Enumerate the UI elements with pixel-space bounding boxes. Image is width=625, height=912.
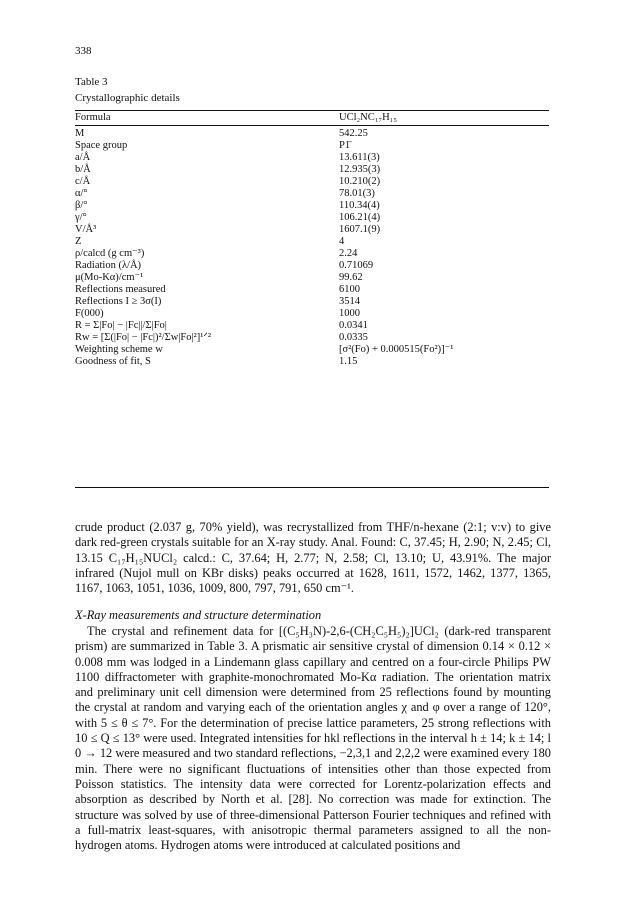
- row-parameter: Z: [75, 236, 82, 247]
- row-value: 2.24: [339, 248, 358, 259]
- row-parameter: Goodness of fit, S: [75, 356, 151, 367]
- table-row: [75, 272, 549, 284]
- row-value: 99.62: [339, 272, 363, 283]
- row-parameter: a/Å: [75, 152, 91, 163]
- table-row: [75, 200, 549, 212]
- table-row: [75, 248, 549, 260]
- row-value: 3514: [339, 296, 360, 307]
- table-row: [75, 152, 549, 164]
- table-top-rule: [75, 110, 549, 111]
- row-value: 10.210(2): [339, 176, 381, 187]
- row-value: 1607.1(9): [339, 224, 381, 235]
- row-parameter: Radiation (λ/Å): [75, 260, 142, 271]
- row-parameter: b/Å: [75, 164, 91, 175]
- table-row: [75, 140, 549, 152]
- row-value: 0.0335: [339, 332, 368, 343]
- row-parameter: β/°: [75, 200, 88, 211]
- table-row: [75, 356, 549, 368]
- row-parameter: ρ/calcd (g cm⁻³): [75, 248, 145, 259]
- row-parameter: Weighting scheme w: [75, 344, 163, 355]
- row-parameter: α/°: [75, 188, 88, 199]
- row-value: 1000: [339, 308, 360, 319]
- table-row: [75, 176, 549, 188]
- table-header-parameter: Formula: [75, 112, 111, 123]
- row-value: 6100: [339, 284, 360, 295]
- row-value: 78.01(3): [339, 188, 375, 199]
- table-body: [75, 128, 549, 368]
- table-row: [75, 128, 549, 140]
- row-value: 106.21(4): [339, 212, 381, 223]
- row-parameter: μ(Mo-Kα)/cm⁻¹: [75, 272, 144, 283]
- table-row: [75, 236, 549, 248]
- row-value: [σ²(Fo) + 0.000515(Fo²)]⁻¹: [339, 344, 454, 355]
- table-row: [75, 296, 549, 308]
- row-value: 13.611(3): [339, 152, 380, 163]
- table-row: [75, 260, 549, 272]
- row-value: 542.25: [339, 128, 368, 139]
- row-value: 4: [339, 236, 345, 247]
- table-label: Table 3: [75, 76, 108, 88]
- table-header-value: UCl₂NC₁₇H₁₅: [339, 112, 397, 123]
- row-parameter: V/Å³: [75, 224, 97, 235]
- row-parameter: Reflections measured: [75, 284, 166, 295]
- row-value: 1.15: [339, 356, 358, 367]
- table-row: [75, 320, 549, 332]
- table-row: [75, 164, 549, 176]
- row-parameter: Rw = [Σ(|Fo| − |Fc|)²/Σw|Fo|²]¹ᐟ²: [75, 332, 211, 343]
- row-parameter: R = Σ|Fo| − |Fc||/Σ|Fo|: [75, 320, 167, 331]
- section-heading: X-Ray measurements and structure determination: [75, 608, 322, 622]
- row-value: 12.935(3): [339, 164, 381, 175]
- row-parameter: F(000): [75, 308, 104, 319]
- table-row: [75, 344, 549, 356]
- body-paragraph: The crystal and refinement data for [(C₅H₃N)-2,6-(CH₂C₅H₅)₂]UCl₂ (dark-red transparent prism) are summarized in Table 3. A prismatic air sensitive crystal of dimension 0.14 × 0.12 × 0.008 mm was lodged in a Lindemann glass capillary and centred on a four-circle Philips PW 1100 diffractometer with graphite-monochromated Mo-Kα radiation. The orientation matrix and preliminary unit cell dimension were determined from 25 reflections found by mounting the crystal at random and varying each of the orientation angles χ and φ over a range of 120°, with 5 ≤ θ ≤ 7°. For the determination of precise lattice parameters, 25 strong reflections with 10 ≤ Q ≤ 13° were used. Integrated intensities for hkl reflections in the interval h ± 14; k ± 14; l 0 → 12 were measured and two standard reflections, −2,3,1 and 2,2,2 were examined every 180 min. There were no significant fluctuations of intensities other than those expected from Poisson statistics. The intensity data were corrected for Lorentz-polarization effects and absorption as described by North et al. [28]. No correction was made for extinction. The structure was solved by use of three-dimensional Patterson Fourier techniques and refined with a full-matrix least-squares, with anisotropic thermal parameters assigned to all the non-hydrogen atoms. Hydrogen atoms were introduced at calculated positions and: [75, 624, 551, 853]
- row-value: 0.0341: [339, 320, 368, 331]
- row-value: 0.71069: [339, 260, 374, 271]
- table-bottom-rule: [75, 487, 549, 488]
- row-parameter: M: [75, 128, 85, 139]
- row-parameter: γ/°: [75, 212, 87, 223]
- table-row: [75, 308, 549, 320]
- table-row: [75, 224, 549, 236]
- row-parameter: Space group: [75, 140, 128, 151]
- table-row: [75, 188, 549, 200]
- row-value: P1̄: [339, 140, 351, 151]
- table-row: [75, 284, 549, 296]
- table-row: [75, 332, 549, 344]
- table-row: [75, 212, 549, 224]
- page-number: 338: [75, 45, 92, 57]
- row-parameter: Reflections I ≥ 3σ(I): [75, 296, 162, 307]
- table-header-rule: [75, 125, 549, 126]
- row-value: 110.34(4): [339, 200, 380, 211]
- row-parameter: c/Å: [75, 176, 91, 187]
- body-paragraph: crude product (2.037 g, 70% yield), was recrystallized from THF/n-hexane (2:1; v:v) to give dark red-green crystals suitable for an X-ray study. Anal. Found: C, 37.45; H, 2.90; N, 2.45; Cl, 13.15 C₁₇H₁₅NUCl₂ calcd.: C, 37.64; H, 2.77; N, 2.58; Cl, 13.10; U, 43.91%. The major infrared (Nujol mull on KBr disks) peaks occurred at 1628, 1611, 1572, 1462, 1377, 1365, 1167, 1063, 1051, 1036, 1009, 800, 797, 791, 650 cm⁻¹.: [75, 520, 551, 596]
- table-caption: Crystallographic details: [75, 92, 180, 104]
